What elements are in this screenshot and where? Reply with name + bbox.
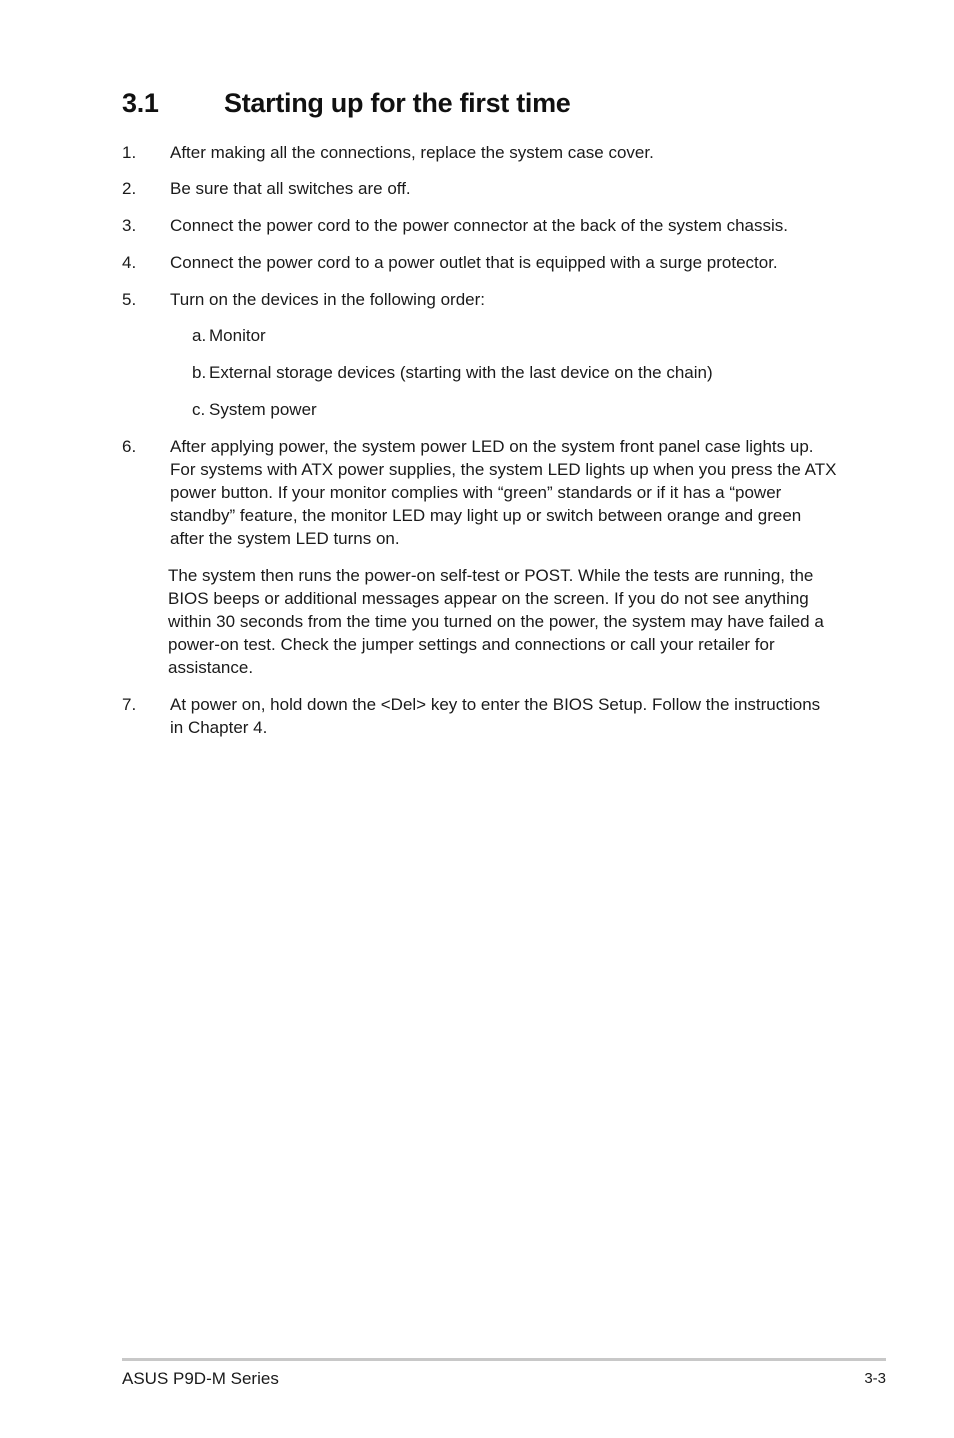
list-item-number: 1. xyxy=(122,143,137,162)
sub-item-c xyxy=(192,398,317,421)
sub-item-text: External storage devices (starting with the last device on the chain) xyxy=(209,363,713,382)
section-heading xyxy=(122,88,571,119)
sub-item-b xyxy=(192,361,713,384)
section-title: Starting up for the first time xyxy=(224,88,571,118)
list-item-text: Connect the power cord to the power connector at the back of the system chassis. xyxy=(170,216,788,235)
list-item-text: Turn on the devices in the following order: xyxy=(170,290,485,309)
list-item-number: 3. xyxy=(122,216,137,235)
list-item-text: Connect the power cord to a power outlet that is equipped with a surge protector. xyxy=(170,253,778,272)
sub-item-text: Monitor xyxy=(209,326,266,345)
sub-item-text: System power xyxy=(209,400,317,419)
list-item-text: At power on, hold down the <Del> key to enter the BIOS Setup. Follow the instructions in Chapter 4. xyxy=(170,695,821,737)
sub-item-a xyxy=(192,324,266,347)
list-item-text: After applying power, the system power LED on the system front panel case lights up. For systems with ATX power supplies, the system LED lights up when you press the ATX power button. If your monitor complies with “green” standards or if it has a “power standby” feature, the monitor LED may light up or switch between orange and green after the system LED turns on. xyxy=(170,437,837,548)
list-item-number: 7. xyxy=(122,695,137,714)
list-item-number: 5. xyxy=(122,290,137,309)
list-item-number: 6. xyxy=(122,437,137,456)
sub-item-letter: c. xyxy=(192,400,206,419)
sub-item-letter: a. xyxy=(192,326,207,345)
list-item-text: After making all the connections, replace the system case cover. xyxy=(170,143,654,162)
post-paragraph: The system then runs the power-on self-test or POST. While the tests are running, the BIOS beeps or additional messages appear on the screen. If you do not see anything within 30 seconds from the time you turned on the power, the system may have failed a power-on test. Check the jumper settings and connections or call your retailer for assistance. xyxy=(168,566,824,677)
footer-product-name: ASUS P9D-M Series xyxy=(122,1369,279,1388)
footer-page-number: 3-3 xyxy=(864,1370,886,1387)
list-item-text: Be sure that all switches are off. xyxy=(170,179,411,198)
list-item-number: 2. xyxy=(122,179,137,198)
sub-item-letter: b. xyxy=(192,363,207,382)
footer-divider xyxy=(122,1358,886,1361)
list-item-number: 4. xyxy=(122,253,137,272)
section-number: 3.1 xyxy=(122,88,159,118)
